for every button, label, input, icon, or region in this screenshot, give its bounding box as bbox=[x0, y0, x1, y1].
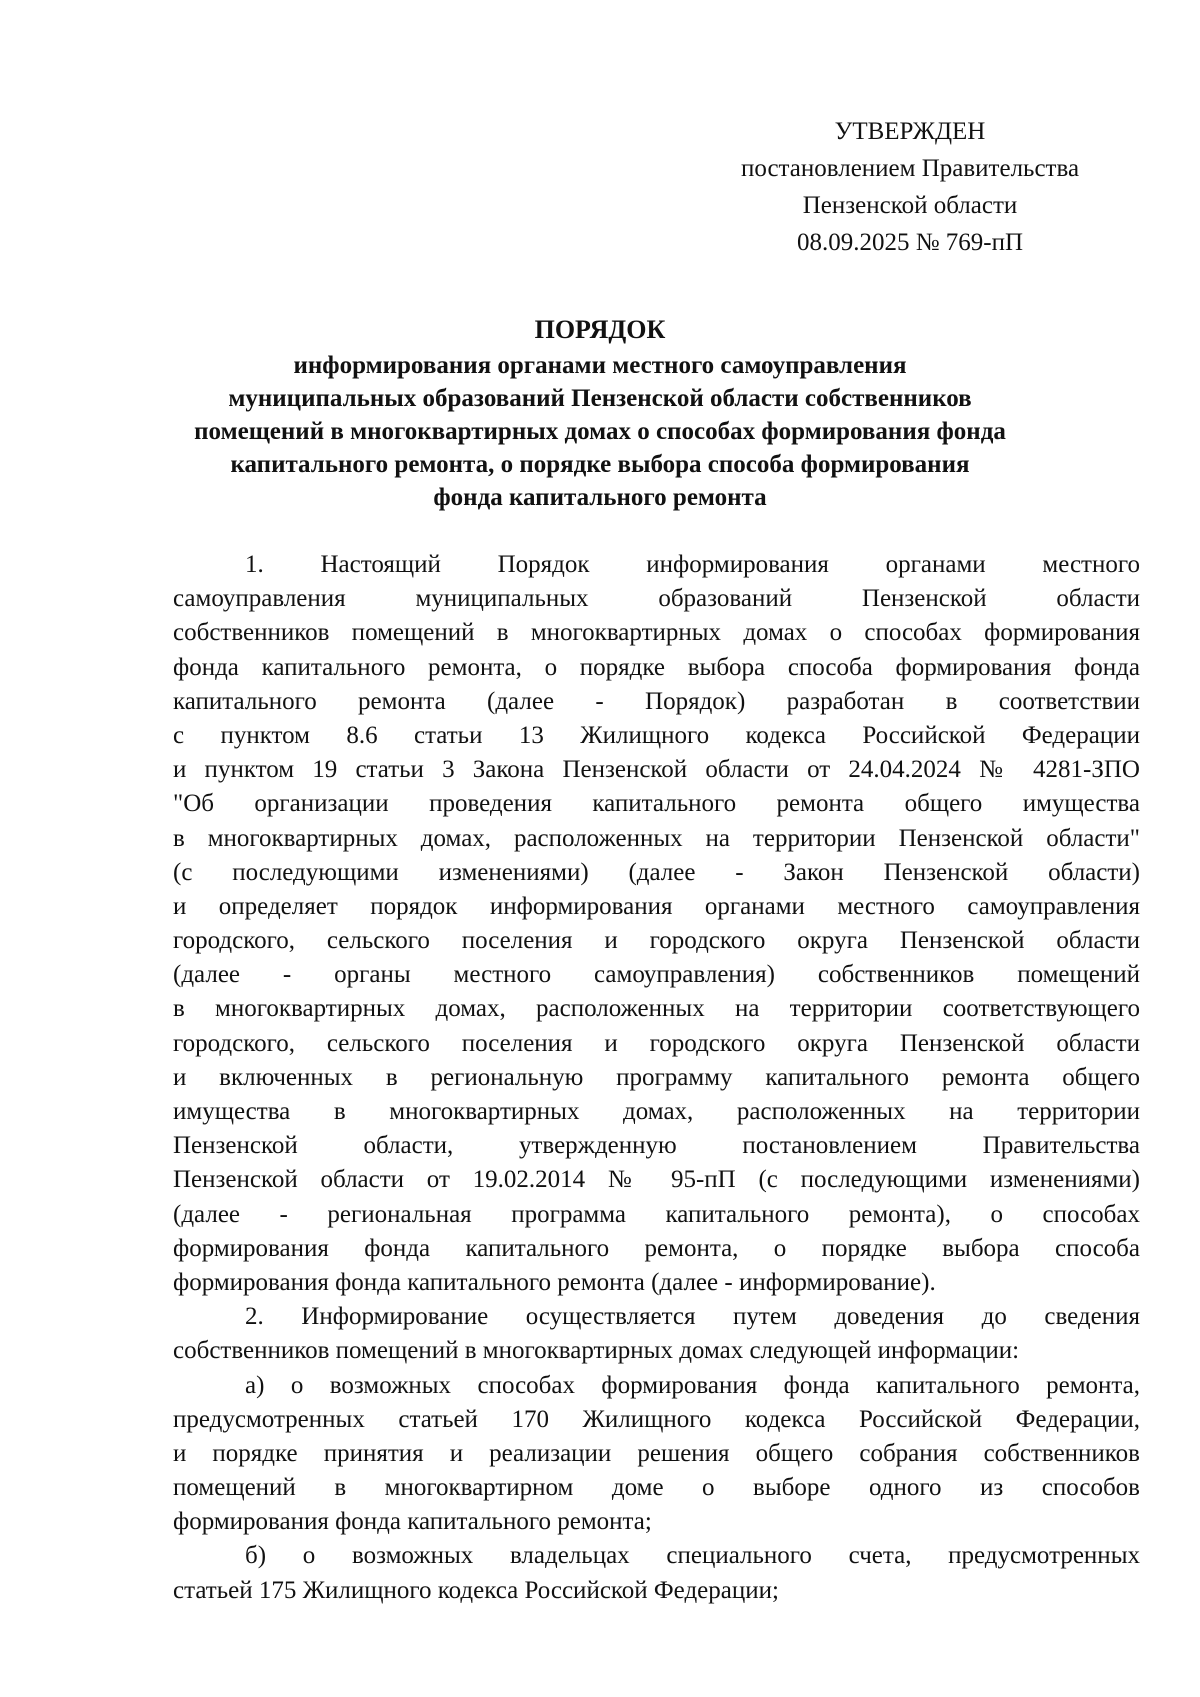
paragraph-line: собственников помещений в многоквартирных домах о способах формирования bbox=[173, 619, 1140, 647]
paragraph-line: фонда капитального ремонта, о порядке выбора способа формирования фонда bbox=[173, 653, 1140, 681]
paragraph-line: городского, сельского поселения и городского округа Пензенской области bbox=[173, 927, 1140, 955]
subtitle-line: информирования органами местного самоуправления bbox=[293, 352, 907, 379]
approval-date-number: 08.09.2025 № 769-пП bbox=[796, 229, 1024, 256]
document-body bbox=[173, 548, 1140, 1608]
paragraph-line: помещений в многоквартирном доме о выборе одного из способов bbox=[173, 1474, 1140, 1502]
paragraph-line: и определяет порядок информирования органами местного самоуправления bbox=[173, 892, 1140, 920]
approval-heading: УТВЕРЖДЕН bbox=[834, 118, 986, 145]
paragraph-line: (далее - региональная программа капитального ремонта), о способах bbox=[173, 1200, 1140, 1228]
subtitle-line: муниципальных образований Пензенской области собственников bbox=[228, 385, 972, 412]
paragraph-line: в многоквартирных домах, расположенных на территории соответствующего bbox=[173, 995, 1140, 1023]
paragraph-line: и включенных в региональную программу капитального ремонта общего bbox=[173, 1063, 1140, 1091]
paragraph-line: самоуправления муниципальных образований Пензенской области bbox=[173, 585, 1140, 613]
title-block bbox=[160, 311, 1040, 514]
paragraph-line: и пунктом 19 статьи 3 Закона Пензенской области от 24.04.2024 № 4281-ЗПО bbox=[173, 756, 1140, 784]
paragraph bbox=[173, 548, 1140, 1300]
document-subtitle bbox=[160, 349, 1040, 514]
paragraph-line: имущества в многоквартирных домах, расположенных на территории bbox=[173, 1098, 1140, 1125]
paragraph-line: (далее - органы местного самоуправления) собственников помещений bbox=[173, 961, 1140, 989]
paragraph-line: Пензенской области от 19.02.2014 № 95-пП (с последующими изменениями) bbox=[173, 1166, 1140, 1194]
paragraph-line: 2. Информирование осуществляется путем доведения до сведения bbox=[245, 1303, 1140, 1331]
approval-region: Пензенской области bbox=[802, 192, 1018, 219]
paragraph bbox=[173, 1539, 1140, 1607]
paragraph-line: предусмотренных статьей 170 Жилищного кодекса Российской Федерации, bbox=[173, 1405, 1140, 1433]
paragraph-line: формирования фонда капитального ремонта (далее - информирование). bbox=[173, 1268, 936, 1296]
document-title: ПОРЯДОК bbox=[534, 315, 666, 344]
paragraph-line: формирования фонда капитального ремонта; bbox=[173, 1508, 652, 1536]
paragraph bbox=[173, 1300, 1140, 1368]
paragraph-line: формирования фонда капитального ремонта, о порядке выбора способа bbox=[173, 1234, 1140, 1262]
paragraph-line: в многоквартирных домах, расположенных на территории Пензенской области" bbox=[173, 824, 1140, 852]
paragraph-line: "Об организации проведения капитального ремонта общего имущества bbox=[173, 790, 1140, 818]
approval-block bbox=[700, 113, 1120, 261]
paragraph-line: городского, сельского поселения и городского округа Пензенской области bbox=[173, 1029, 1140, 1057]
paragraph bbox=[173, 1369, 1140, 1540]
paragraph-line: с пунктом 8.6 статьи 13 Жилищного кодекса Российской Федерации bbox=[173, 721, 1140, 749]
subtitle-line: помещений в многоквартирных домах о способах формирования фонда bbox=[194, 418, 1006, 445]
paragraph-line: а) о возможных способах формирования фонда капитального ремонта, bbox=[245, 1371, 1140, 1399]
paragraph-line: собственников помещений в многоквартирных домах следующей информации: bbox=[173, 1337, 1020, 1365]
subtitle-line: фонда капитального ремонта bbox=[433, 484, 767, 511]
paragraph-line: и порядке принятия и реализации решения общего собрания собственников bbox=[173, 1439, 1140, 1467]
approval-issuer: постановлением Правительства bbox=[740, 155, 1080, 182]
paragraph-line: капитального ремонта (далее - Порядок) разработан в соответствии bbox=[173, 687, 1140, 715]
paragraph-line: (с последующими изменениями) (далее - Закон Пензенской области) bbox=[173, 858, 1140, 886]
paragraph-line: Пензенской области, утвержденную постановлением Правительства bbox=[173, 1132, 1140, 1160]
subtitle-line: капитального ремонта, о порядке выбора способа формирования bbox=[230, 451, 970, 478]
paragraph-line: статьей 175 Жилищного кодекса Российской Федерации; bbox=[173, 1576, 779, 1604]
paragraph-line: б) о возможных владельцах специального счета, предусмотренных bbox=[245, 1542, 1140, 1570]
paragraph-line: 1. Настоящий Порядок информирования органами местного bbox=[245, 551, 1140, 578]
